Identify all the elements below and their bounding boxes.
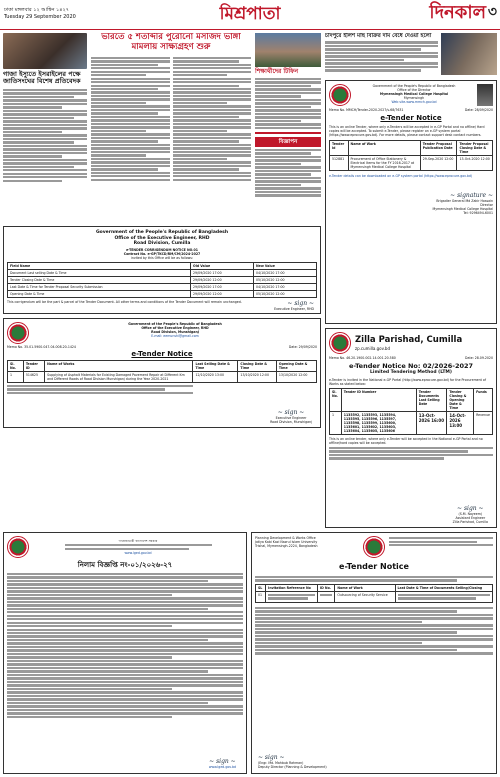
mm-signature-icon: ~ signature ~ bbox=[450, 191, 493, 199]
zp-web: zp.cumilla.gov.bd bbox=[355, 345, 390, 351]
zp-table bbox=[329, 388, 493, 435]
pl-cell bbox=[395, 591, 492, 602]
mm-cell: Procurement of Office Stationery & Electrical Items for the FY 2016-2017 at Mymensingh Medical College Hospital bbox=[348, 155, 420, 170]
mm-office: Office of the Director bbox=[397, 88, 431, 92]
govt-seal-icon bbox=[329, 84, 351, 106]
bm-signature-icon: ~ sign ~ bbox=[277, 408, 305, 416]
rhd-cell: 29/09/2020 17:00 bbox=[191, 283, 254, 290]
pl-th: Invitation Reference No bbox=[266, 584, 318, 591]
bm-signer: Executive Engineer bbox=[275, 416, 307, 420]
rhd-cell: 05/10/2020 12:00 bbox=[254, 276, 317, 283]
zp-th: Tender Closing & Opening Date & Time bbox=[447, 388, 474, 411]
story-mid-headline: শিক্ষার্থীদের টিফিন bbox=[255, 68, 299, 75]
rhd-title: e-TENDER CORRIGENDUM NOTICE NO.01 bbox=[126, 247, 198, 252]
zp-th: Tender Documents Last Selling Date bbox=[416, 388, 447, 411]
story-center-col2 bbox=[173, 56, 252, 183]
story-right-headline: চাঁদপুরে ইলিশ মাছ বিক্রির দাম বেঁধে দেওয়া হলো bbox=[325, 33, 432, 39]
section-title: মিশ্রপাতা bbox=[219, 4, 281, 24]
pl-signer: (Engr. Md. Mahbub Rahman) bbox=[258, 761, 304, 765]
pl-th: ID No. bbox=[317, 584, 334, 591]
story-left-headline: গাজা ইস্যুতে ইসরাইলের পক্ষে জাতিসংঘের বিশেষ প্রতিবেদক bbox=[3, 70, 81, 86]
rhd-th: New Value bbox=[254, 262, 317, 269]
university-tender-notice bbox=[251, 532, 497, 774]
zp-signer-title: Assistant Engineer bbox=[455, 516, 486, 520]
pl-body bbox=[255, 607, 493, 655]
table-row bbox=[8, 283, 317, 290]
lged-body bbox=[7, 573, 243, 718]
mm-body: This is an online Tender, where only e-Tenders will be accepted in e-GP Portal and no offline/ Hard copies will be accepted. To submit e-Tender, please register on e-GP system portal (https://www.eprocure.gov.bd). For more details, please contact support desk contact numbers. bbox=[329, 124, 485, 137]
pl-office: Planning Development & Works Office bbox=[255, 536, 316, 540]
pl-city: Trishal, Mymensingh-2224, Bangladesh bbox=[255, 544, 318, 548]
zp-notice: e-Tender Notice No: 02/2026-2027 bbox=[348, 362, 474, 370]
bm-cell: Supplying of Asphalt Materials for Existing Damaged Pavement Repair at Different Km and Different Roads of Road Division Munshiganj during the Year 2020-2021 bbox=[45, 371, 193, 382]
rhd-th: Field Name bbox=[8, 262, 191, 269]
zp-body: This is an online tender, where only e-Tender will be accepted in the National e-GP Portal and no offline/hard copies will be accepted. bbox=[329, 436, 483, 445]
mm-gov: Government of the People's Republic of Bangladesh bbox=[372, 84, 456, 88]
mm-signer-title: Director bbox=[480, 203, 493, 208]
bm-title: e-Tender Notice bbox=[131, 350, 193, 358]
table-row bbox=[330, 411, 493, 434]
pl-th: Last Date & Time of Documents Selling/Closing bbox=[395, 584, 492, 591]
rhd-division: Road Division, Cumilla bbox=[133, 241, 191, 247]
rhd-cell: 04/10/2020 17:00 bbox=[254, 283, 317, 290]
story-left-photo bbox=[3, 33, 87, 69]
story-left bbox=[3, 33, 87, 223]
govt-seal-icon bbox=[7, 536, 29, 558]
rhd-cell: 29/09/2020 12:00 bbox=[191, 290, 254, 297]
bm-cell: 514625 bbox=[23, 371, 44, 382]
rhd-th: Old Value bbox=[191, 262, 254, 269]
bm-cell: 13/10/2020 12:00 bbox=[276, 371, 316, 382]
zp-th: Tender ID Number bbox=[341, 388, 416, 411]
mm-cell: 512881 bbox=[330, 155, 349, 170]
rhd-cell: 05/10/2020 12:00 bbox=[254, 290, 317, 297]
mm-cell: 29-Sep-2020 12:00 bbox=[420, 155, 457, 170]
pl-cell bbox=[266, 591, 318, 602]
bm-gov: Government of the People's Republic of Bangladesh bbox=[128, 322, 222, 326]
table-row bbox=[330, 155, 493, 170]
newspaper-logo: দিনকাল bbox=[429, 2, 486, 23]
munshiganj-tender-notice bbox=[3, 318, 321, 428]
bm-table bbox=[7, 360, 317, 383]
zp-signer-office: Zilla Parishad, Cumilla bbox=[452, 520, 488, 524]
zp-signature-icon: ~ sign ~ bbox=[457, 504, 484, 512]
rhd-cell: 29/09/2020 12:00 bbox=[191, 276, 254, 283]
mm-date: Date: 28/09/2020 bbox=[464, 108, 493, 112]
pl-signer-title: Deputy Director (Planning & Development) bbox=[258, 765, 327, 769]
story-mid bbox=[255, 33, 321, 223]
story-mid-body bbox=[255, 78, 321, 129]
pl-cell: 01 bbox=[256, 591, 266, 602]
rhd-cell: 04/10/2020 17:00 bbox=[254, 269, 317, 276]
mm-title: e-Tender Notice bbox=[380, 114, 442, 122]
mymensingh-tender-notice bbox=[325, 80, 497, 324]
bm-email: E-mail: eemunshi@gmail.com bbox=[151, 334, 199, 338]
pl-sub: Jatiya Kabi Kazi Nazrul Islam University bbox=[255, 540, 318, 544]
pl-title: e-Tender Notice bbox=[339, 562, 409, 571]
story-center-headline: ভারতে ৫ শতাব্দীর পুরোনো মসজিদ ভাঙ্গা মামলায় সাক্ষ্যগ্রহণ শুরু bbox=[101, 33, 241, 52]
lged-signature-icon: ~ sign ~ bbox=[209, 757, 236, 765]
pl-th: SL bbox=[256, 584, 266, 591]
govt-seal-icon bbox=[329, 332, 351, 354]
rhd-gov: Government of the People's Republic of Bangladesh bbox=[95, 230, 229, 235]
table-row bbox=[8, 371, 317, 382]
zp-cell: 14-Oct-2026 13:00 bbox=[447, 411, 474, 434]
bm-th: Opening Date & Time bbox=[276, 360, 316, 371]
mm-signer: Brigadier General Md Zakir Hossain bbox=[436, 199, 493, 204]
table-row bbox=[8, 276, 317, 283]
table-row bbox=[8, 290, 317, 297]
bm-th: Name of Works bbox=[45, 360, 193, 371]
bm-cell: 12/10/2020 13:00 bbox=[193, 371, 238, 382]
rhd-signer: Executive Engineer, RHD bbox=[274, 307, 314, 311]
zp-signer: (S.M. Nayeem) bbox=[458, 512, 483, 516]
mm-signer-org: Mymensingh Medical College Hospital bbox=[432, 207, 493, 212]
masthead bbox=[0, 0, 500, 30]
mm-th-work: Name of Work bbox=[348, 140, 420, 155]
pl-intro bbox=[255, 576, 493, 582]
mm-footer: e-Tender details can be downloaded on e-GP system portal (https://www.eprocure.gov.bd) bbox=[329, 173, 473, 178]
bm-cell: 13/10/2020 12:00 bbox=[238, 371, 276, 382]
bm-division: Road Division, Munshiganj bbox=[151, 330, 199, 334]
story-right-photo bbox=[441, 33, 497, 75]
rhd-cell: 29/09/2020 17:00 bbox=[191, 269, 254, 276]
ad-banner: বিজ্ঞাপন bbox=[255, 137, 321, 147]
zp-th: Funds bbox=[474, 388, 493, 411]
table-row bbox=[8, 269, 317, 276]
story-center bbox=[91, 33, 251, 223]
lged-auction-notice bbox=[3, 532, 247, 774]
pl-cell bbox=[317, 591, 334, 602]
story-mid-photo bbox=[255, 33, 321, 67]
bm-conditions bbox=[7, 385, 193, 394]
page-number: ৩ bbox=[487, 4, 497, 20]
zilla-parishad-notice bbox=[325, 328, 497, 528]
rhd-note: This corrigendum will be the part & parcel of the Tender Document. All other terms and conditions of the Tender Document will remain unchanged. bbox=[7, 299, 242, 304]
university-seal-icon bbox=[363, 536, 385, 558]
lged-gov: গণপ্রজাতন্ত্রী বাংলাদেশ সরকার bbox=[118, 538, 158, 543]
bm-th: Tender ID bbox=[23, 360, 44, 371]
zp-cell: Revenue bbox=[474, 411, 493, 434]
bm-cell: 1 bbox=[8, 371, 24, 382]
pl-table bbox=[255, 584, 493, 603]
date-bangla: ঢাকা মঙ্গলবার ১২ আশ্বিন ১৪২৭ bbox=[4, 7, 69, 13]
rhd-signature-icon: ~ sign ~ bbox=[287, 299, 314, 307]
story-left-body bbox=[3, 89, 87, 182]
mm-th-close: Tender Proposal Closing Date & Time bbox=[457, 140, 493, 155]
story-right-body bbox=[325, 41, 438, 71]
date-english: Tuesday 29 September 2020 bbox=[4, 13, 76, 20]
rhd-cell: Tender Closing Date & Time bbox=[8, 276, 191, 283]
mm-th-id: Tender Id bbox=[330, 140, 349, 155]
zp-conditions bbox=[329, 447, 493, 460]
portrait-icon bbox=[477, 84, 493, 106]
story-right bbox=[325, 33, 497, 77]
rhd-subtitle: Contract No. e-GP/TKCD/RM/CM/2024-2027 bbox=[123, 251, 201, 256]
mm-web: Web site-www.mmch.gov.bd bbox=[391, 100, 437, 104]
bm-date: Date: 29/09/2020 bbox=[288, 345, 317, 349]
story-mid-body2 bbox=[255, 149, 321, 197]
mm-tel: Tel: 9296494-6001 bbox=[463, 211, 493, 216]
pl-signature-icon: ~ sign ~ bbox=[258, 753, 285, 761]
lged-web-footer: www.lged.gov.bd bbox=[208, 765, 236, 769]
lged-title: নিলাম বিজ্ঞপ্তি নং-০১/২০২৬-২৭ bbox=[77, 561, 173, 569]
zp-cell: 1 bbox=[330, 411, 342, 434]
zp-memo: Memo No. 46.20.1900.002.14.001.20.580 bbox=[329, 356, 396, 360]
mm-memo: Memo No. MMCH/Tender-2020-2027/s-68/7631 bbox=[329, 108, 404, 112]
mm-cell: 13-Oct-2020 12:00 bbox=[457, 155, 493, 170]
zp-th: Sl. No. bbox=[330, 388, 342, 411]
mm-table bbox=[329, 140, 493, 171]
bm-th: Sl. No. bbox=[8, 360, 24, 371]
rhd-corrigendum-notice bbox=[3, 226, 321, 314]
zp-intro: e-Tender is invited in the National e-GP Portal (http://www.eprocure.gov.bd) for the Procurement of Works as stated below: bbox=[329, 377, 486, 386]
bm-th: Last Selling Date & Time bbox=[193, 360, 238, 371]
govt-seal-icon bbox=[7, 322, 29, 344]
mm-hospital: Mymensingh Medical College Hospital bbox=[379, 92, 449, 96]
story-center-col1 bbox=[91, 56, 170, 183]
table-row bbox=[256, 591, 493, 602]
zp-cell: 13-Oct-2026 16:00 bbox=[416, 411, 447, 434]
pl-cell: Outsourcing of Security Service bbox=[335, 591, 395, 602]
rhd-invite: invited by this Office will be as follows: bbox=[130, 255, 194, 260]
zp-date: Date: 28.09.2020 bbox=[465, 356, 493, 360]
pl-th: Name of Work bbox=[335, 584, 395, 591]
mm-city: Mymensingh bbox=[403, 96, 425, 100]
rhd-cell: Opening Date & Time bbox=[8, 290, 191, 297]
bm-signer-office: Road Division, Munshiganj bbox=[270, 420, 312, 424]
rhd-cell: Last Date & Time for Tender Proposal Security Submission bbox=[8, 283, 191, 290]
zp-title: Zilla Parishad, Cumilla bbox=[355, 335, 463, 346]
bm-memo: Memo No. 35.01.5900.047.04.008.20-1424 bbox=[7, 345, 76, 349]
lged-web: www.lged.gov.bd bbox=[124, 551, 152, 556]
bm-office: Office of the Executive Engineer, RHD bbox=[141, 326, 209, 330]
zp-method: Limited Tendering Method (LTM) bbox=[370, 370, 452, 376]
rhd-office: Office of the Executive Engineer, RHD bbox=[114, 235, 210, 241]
zp-cell: 1135592, 1135593, 1135594, 1135595, 1135596, 1135597, 1135598, 1135599, 1135600, 1135601, 1135602, 1135603, 1135604, 1135605, 1135606 bbox=[341, 411, 416, 434]
rhd-table bbox=[7, 262, 317, 298]
bm-th: Closing Date & Time bbox=[238, 360, 276, 371]
mm-th-pub: Tender Proposal Publication Date bbox=[420, 140, 457, 155]
rhd-cell: Document Last selling Date & Time bbox=[8, 269, 191, 276]
